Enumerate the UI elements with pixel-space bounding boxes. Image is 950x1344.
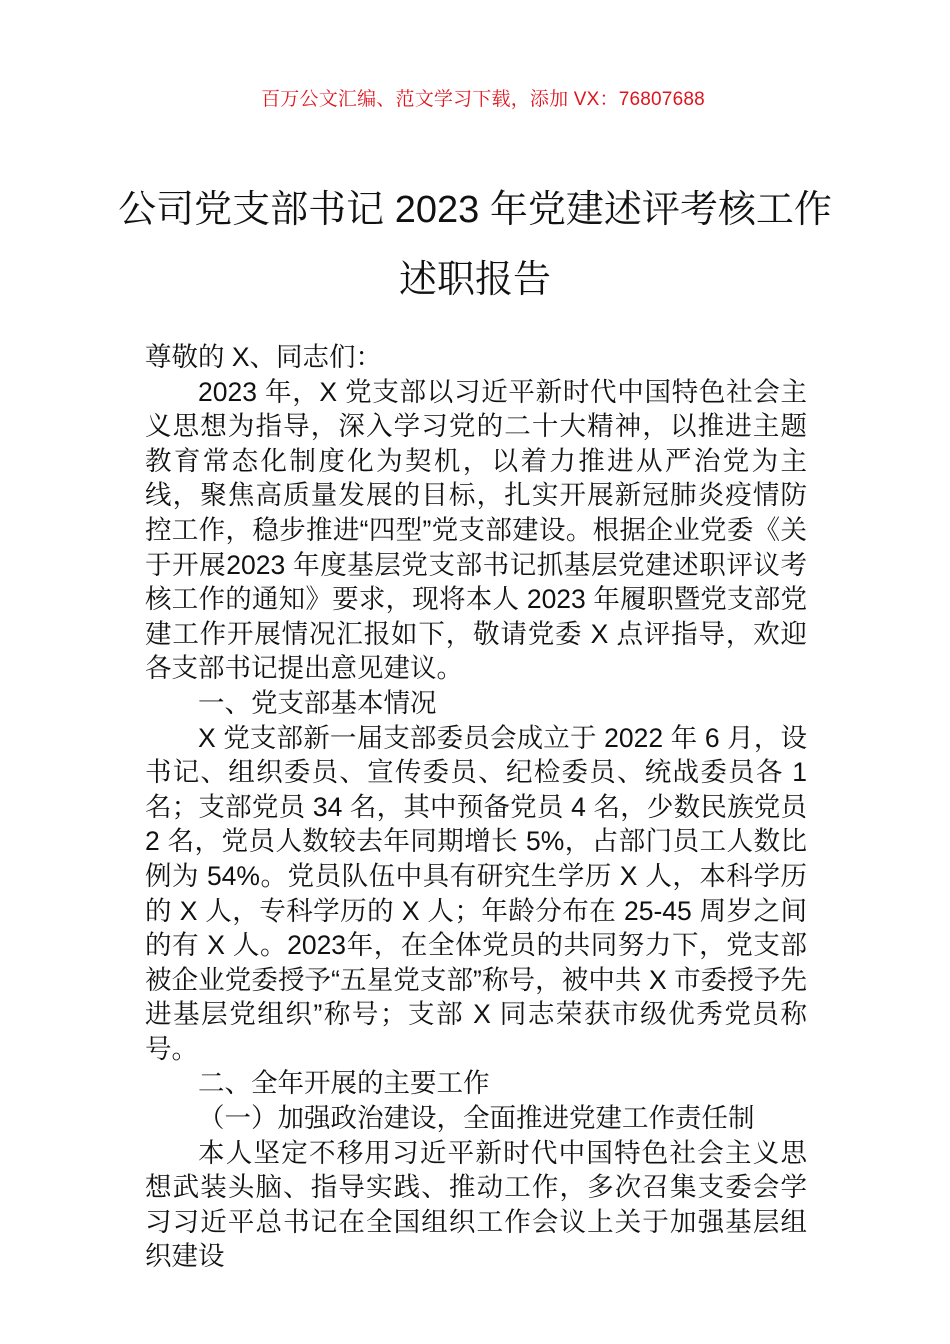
section-heading-2: 二、全年开展的主要工作 [198,1068,490,1099]
section-heading-1: 一、党支部基本情况 [198,687,437,718]
intro-paragraph: 2023 年，X 党支部以习近平新时代中国特色社会主义思想为指导，深入学习党的二十大精神，以推进主题教育常态化制度化为契机，以着力推进从严治党为主线，聚焦高质量发展的目标，扎实开展新冠肺炎疫情防控工作，稳步推进“四型”党支部建设。根据企业党委《关于开展2023 年度基层党支部书记抓基层党建述职评议考核工作的通知》要求，现将本人 2023 年履职暨党支部党建工作开展情况汇报如下，敬请党委 X 点评指导，欢迎各支部书记提出意见建议。 [145,376,807,684]
subsection-heading-1: （一）加强政治建设，全面推进党建工作责任制 [198,1103,755,1134]
document-title-line-1: 公司党支部书记 2023 年党建述评考核工作 [118,189,832,231]
document-body [145,340,807,1274]
promo-header-note: 百万公文汇编、范文学习下载，添加 VX：76807688 [261,89,705,110]
document-title-line-2: 述职报告 [398,259,551,301]
salutation: 尊敬的 X、同志们： [145,342,383,372]
basic-info-paragraph: X 党支部新一届支部委员会成立于 2022 年 6 月，设书记、组织委员、宣传委员、纪检委员、统战委员各 1 名；支部党员 34 名，其中预备党员 4 名，少数民族党员 2 名，党员人数较去年同期增长 5%，占部门员工人数比例为 54%。党员队伍中具有研究生学历 X 人，本科学历的 X 人，专科学历的 X 人；年龄分布在 25-45 周岁之间的有 X 人。2023年，在全体党员的共同努力下，党支部被企业党委授予“五星党支部”称号，被中共 X 市委授予先进基层党组织”称号；支部 X 同志荣获市级优秀党员称号。 [145,722,807,1064]
political-building-paragraph: 本人坚定不移用习近平新时代中国特色社会主义思想武装头脑、指导实践、推动工作，多次召集支委会学习习近平总书记在全国组织工作会议上关于加强基层组织建设 [145,1137,807,1272]
